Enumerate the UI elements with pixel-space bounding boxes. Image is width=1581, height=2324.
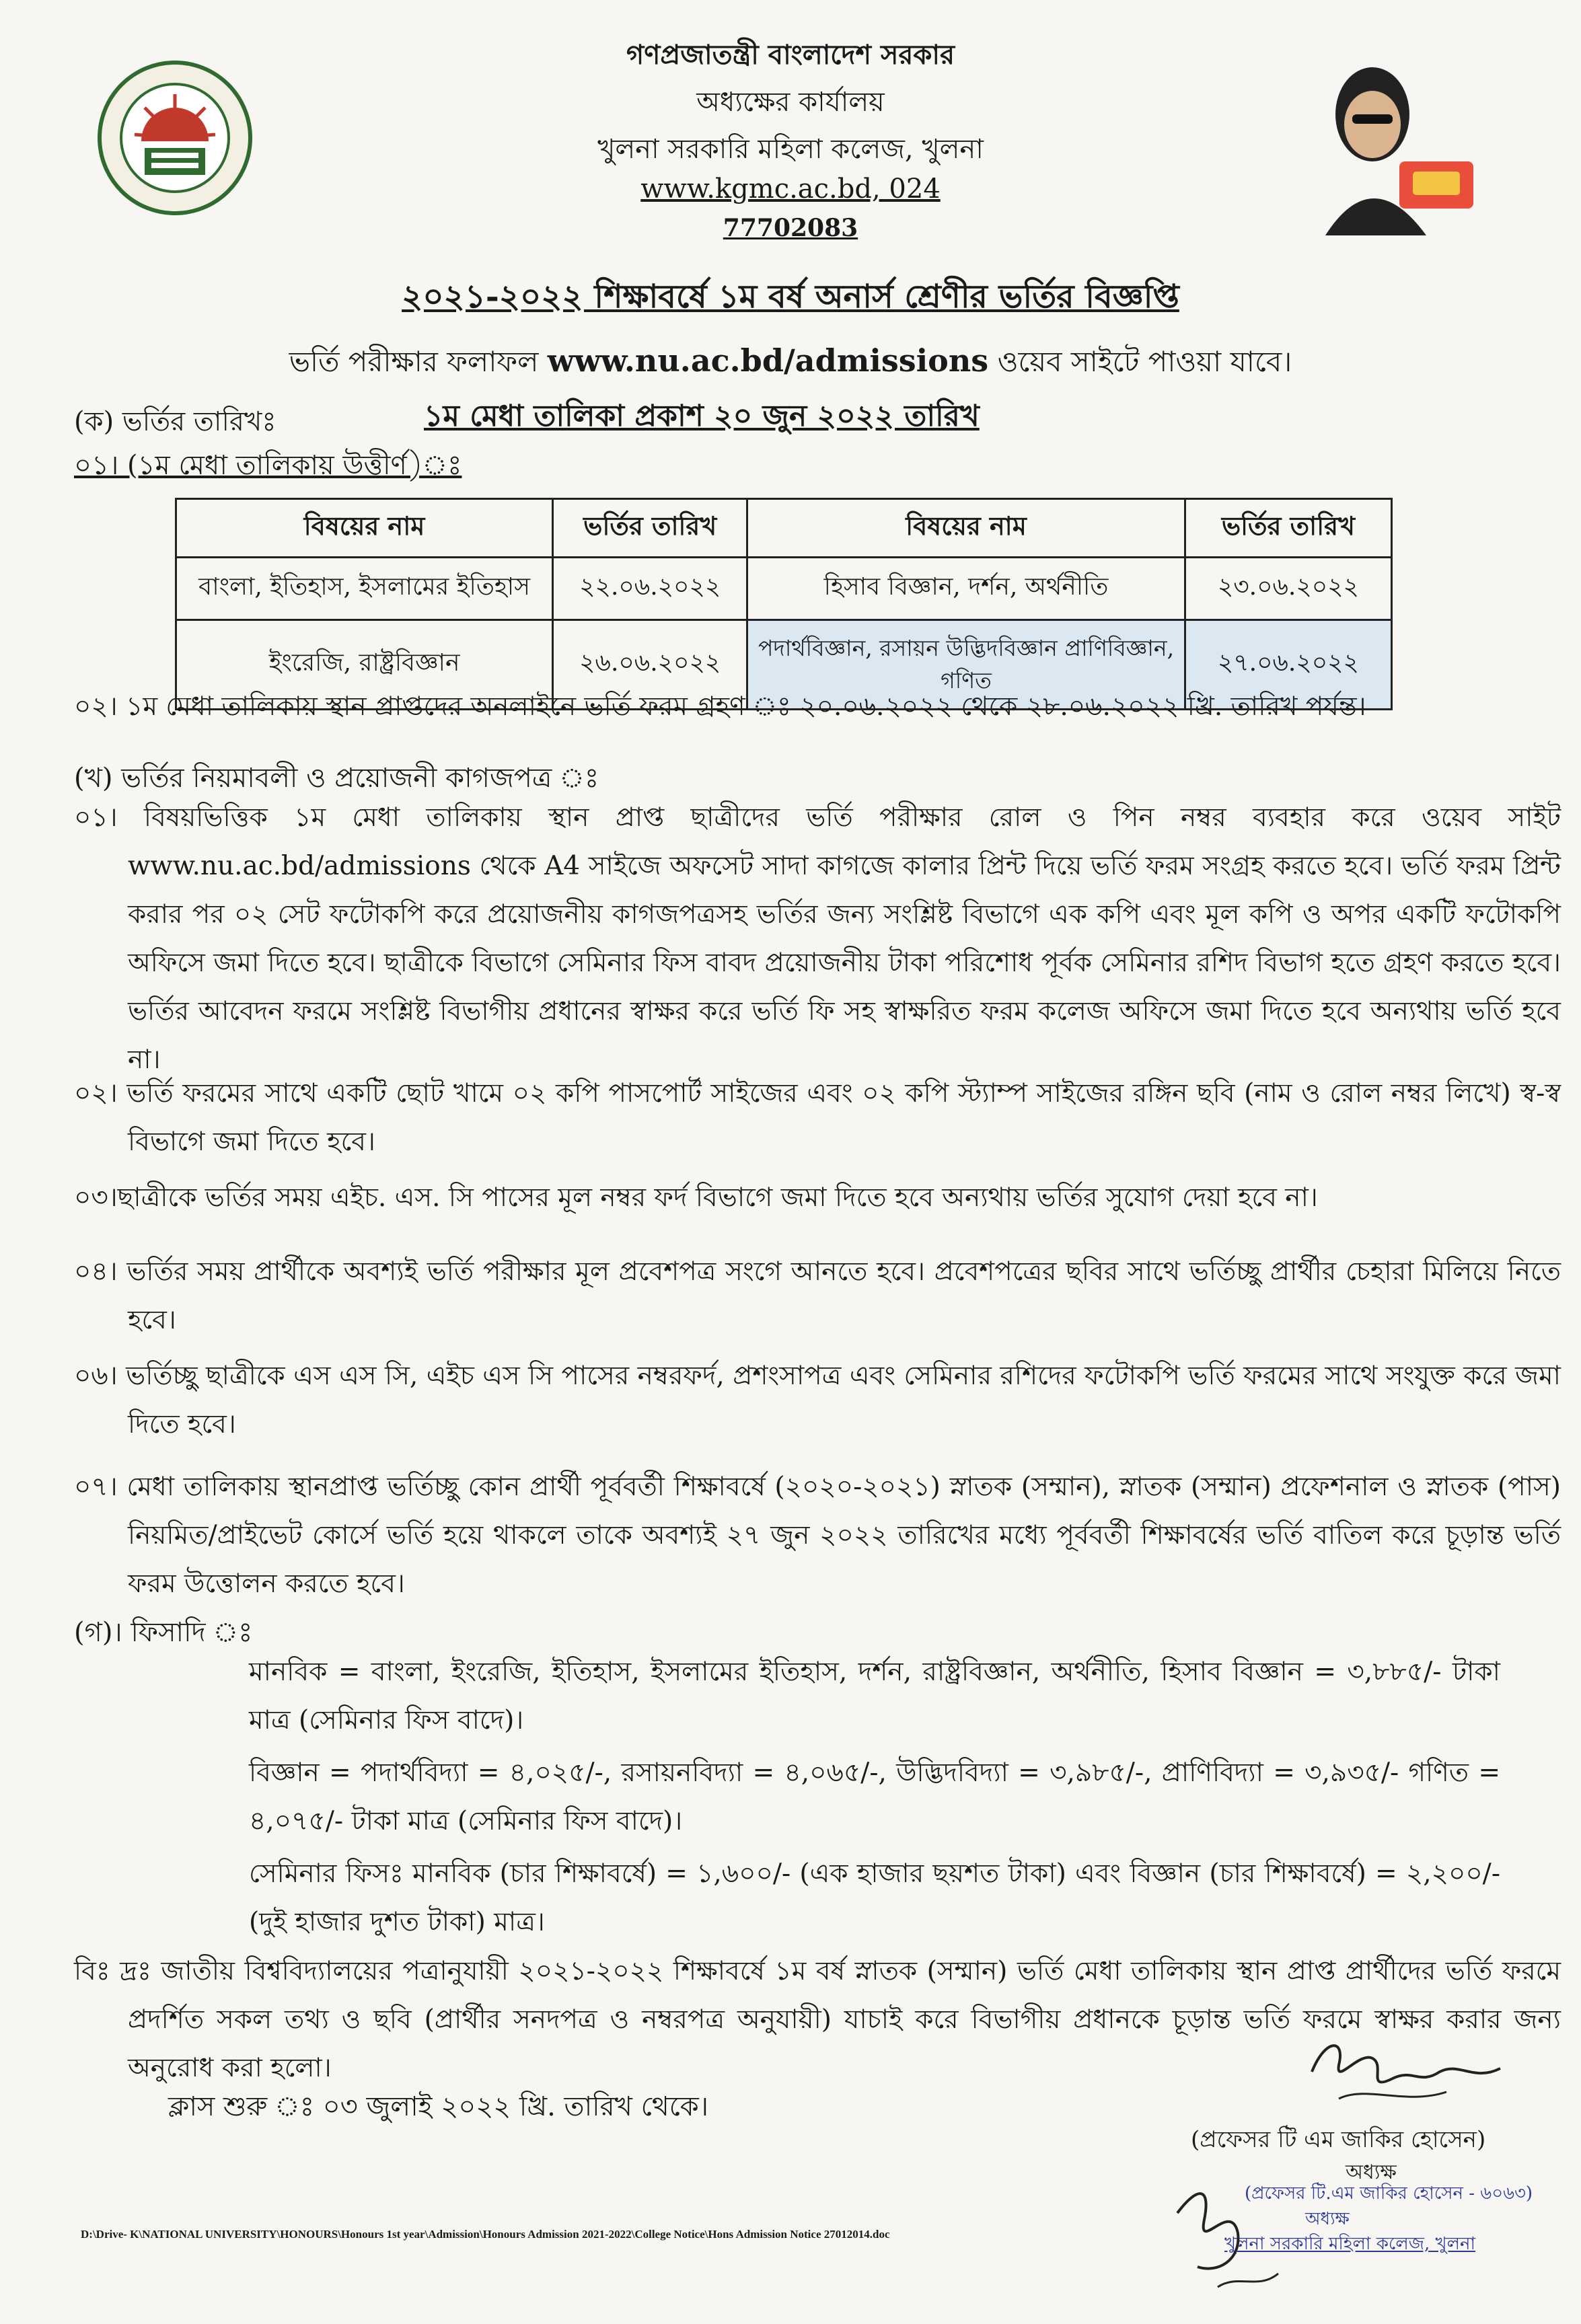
admission-schedule-table (175, 498, 1393, 710)
fee-science: বিজ্ঞান = পদার্থবিদ্যা = ৪,০২৫/-, রসায়নবিদ্যা = ৪,০৬৫/-, উদ্ভিদবিদ্যা = ৩,৯৮৫/-, প্রাণিবিদ্যা = ৩,৯৩৫/- গণিত = ৪,০৭৫/- টাকা মাত্র (সেমিনার ফিস বাদে)। (249, 1758, 1500, 1836)
notice-subtitle (0, 340, 1581, 387)
stamp-college: খুলনা সরকারি মহিলা কলেজ, খুলনা (1224, 2234, 1476, 2254)
college-name: খুলনা সরকারি মহিলা কলেজ, খুলনা (597, 134, 984, 165)
rule-06: ০৬। ভর্তিচ্ছু ছাত্রীকে এস এস সি, এইচ এস সি পাসের নম্বরফর্দ, প্রশংসাপত্র এবং সেমিনার রশিদের ফটোকপি ভর্তি ফরমের সাথে সংযুক্ত করে জমা দিতে হবে। (74, 1361, 1561, 1439)
fee-humanities: মানবিক = বাংলা, ইংরেজি, ইতিহাস, ইসলামের ইতিহাস, দর্শন, রাষ্ট্রবিজ্ঞান, অর্থনীতি, হিসাব বিজ্ঞান = ৩,৮৮৫/- টাকা মাত্র (সেমিনার ফিস বাদে)। (249, 1657, 1500, 1735)
file-path-footer: D:\Drive- K\NATIONAL UNIVERSITY\HONOURS\Honours 1st year\Admission\Honours Admission 2021-2022\College Notice\Hons Admission Notice 27012014.doc (81, 2228, 890, 2241)
rule-01: ০১। বিষয়ভিত্তিক ১ম মেধা তালিকায় স্থান প্রাপ্ত ছাত্রীদের ভর্তি পরীক্ষার রোল ও পিন নম্বর ব্যবহার করে ওয়েব সাইট www.nu.ac.bd/admissions থেকে A4 সাইজে অফসেট সাদা কাগজে কালার প্রিন্ট দিয়ে ভর্তি ফরম সংগ্রহ করতে হবে। ভর্তি ফরম প্রিন্ট করার পর ০২ সেট ফটোকপি করে প্রয়োজনীয় কাগজপত্রসহ ভর্তির জন্য সংশ্লিষ্ট বিভাগে এক কপি এবং মূল কপি ও অপর একটি ফটোকপি অফিসে জমা দিতে হবে। ছাত্রীকে বিভাগে সেমিনার ফিস বাবদ প্রয়োজনীয় টাকা পরিশোধ পূর্বক সেমিনার রশিদ বিভাগ হতে গ্রহণ করতে হবে। ভর্তির আবেদন ফরমে সংশ্লিষ্ট বিভাগীয় প্রধানের স্বাক্ষর করে ভর্তি ফি সহ স্বাক্ষরিত ফরম কলেজ অফিসে জমা দিতে হবে অন্যথায় ভর্তি হবে না। (74, 802, 1561, 1075)
section-ka-label: (ক) ভর্তির তারিখঃ (74, 406, 277, 437)
table-header: বিষয়ের নাম (176, 499, 553, 558)
rule-04: ০৪। ভর্তির সময় প্রার্থীকে অবশ্যই ভর্তি পরীক্ষার মূল প্রবেশপত্র সংগে আনতে হবে। প্রবেশপত্রের ছবির সাথে ভর্তিচ্ছু প্রার্থীর চেহারা মিলিয়ে নিতে হবে। (74, 1257, 1561, 1335)
table-cell: ২৩.০৬.২০২২ (1185, 558, 1391, 620)
rule-07: ০৭। মেধা তালিকায় স্থানপ্রাপ্ত ভর্তিচ্ছু কোন প্রার্থী পূর্ববর্তী শিক্ষাবর্ষে (২০২০-২০২১) স্নাতক (সম্মান), স্নাতক (সম্মান) প্রফেশনাল ও স্নাতক (পাস) নিয়মিত/প্রাইভেট কোর্সে ভর্তি হয়ে থাকলে তাকে অবশ্যই ২৭ জুন ২০২২ তারিখের মধ্যে পূর্ববর্তী শিক্ষাবর্ষের ভর্তি বাতিল করে চূড়ান্ত ভর্তি ফরম উত্তোলন করতে হবে। (74, 1472, 1561, 1599)
table-cell: পদার্থবিজ্ঞান, রসায়ন উদ্ভিদবিজ্ঞান প্রাণিবিজ্ঞান, গণিত (747, 620, 1185, 710)
subtitle-post: ওয়েব সাইটে পাওয়া যাবে। (997, 345, 1292, 378)
government-name: গণপ্রজাতন্ত্রী বাংলাদেশ সরকার (626, 39, 955, 71)
table-cell: ইংরেজি, রাষ্ট্রবিজ্ঞান (176, 620, 553, 710)
stamp-signature (1157, 2173, 1292, 2307)
principal-signature (1298, 2031, 1514, 2119)
website-phone[interactable]: www.kgmc.ac.bd, 024 (640, 174, 941, 204)
table-cell: ২৬.০৬.২০২২ (553, 620, 747, 710)
table-cell: হিসাব বিজ্ঞান, দর্শন, অর্থনীতি (747, 558, 1185, 620)
signatory-title: অধ্যক্ষ (1346, 2161, 1397, 2184)
office-name: অধ্যক্ষের কার্যালয় (696, 87, 885, 118)
item-02-online-form: ০২। ১ম মেধা তালিকায় স্থান প্রাপ্তদের অনলাইনে ভর্তি ফরম গ্রহণ ঃ ২০.০৬.২০২২ থেকে ২৮.০৬.২০২২ খ্রি. তারিখ পর্যন্ত। (74, 691, 1366, 722)
notice-title: ২০২১-২০২২ শিক্ষাবর্ষে ১ম বর্ষ অনার্স শ্রেণীর ভর্তির বিজ্ঞপ্তি (402, 278, 1179, 315)
subtitle-pre: ভর্তি পরীক্ষার ফলাফল (289, 345, 539, 378)
stamp-title: অধ্যক্ষ (1305, 2209, 1350, 2229)
table-row (176, 558, 1392, 620)
table-cell: বাংলা, ইতিহাস, ইসলামের ইতিহাস (176, 558, 553, 620)
admissions-url[interactable]: www.nu.ac.bd/admissions (547, 342, 989, 379)
table-cell: ২৭.০৬.২০২২ (1185, 620, 1391, 710)
item-01-heading (74, 444, 462, 489)
table-header: ভর্তির তারিখ (553, 499, 747, 558)
signatory-name: (প্রফেসর টি এম জাকির হোসেন) (1191, 2126, 1486, 2153)
section-ga-label: (গ)। ফিসাদি ঃ (74, 1617, 253, 1648)
special-note: বিঃ দ্রঃ জাতীয় বিশ্ববিদ্যালয়ের পত্রানুযায়ী ২০২১-২০২২ শিক্ষাবর্ষে ১ম বর্ষ স্নাতক (সম্মান) ভর্তি মেধা তালিকায় স্থান প্রাপ্ত প্রার্থীদের ভর্তি ফরমে প্রদর্শিত সকল তথ্য ও ছবি (প্রার্থীর সনদপত্র ও নম্বরপত্র অনুযায়ী) যাচাই করে বিভাগীয় প্রধানকে চূড়ান্ত ভর্তি ফরমে স্বাক্ষর করার জন্য অনুরোধ করা হলো। (74, 1956, 1561, 2083)
class-start-date: ক্লাস শুরু ঃ ০৩ জুলাই ২০২২ খ্রি. তারিখ থেকে। (168, 2091, 709, 2122)
table-cell: ২২.০৬.২০২২ (553, 558, 747, 620)
stamp-name: (প্রফেসর টি.এম জাকির হোসেন - ৬০৬৩) (1245, 2183, 1533, 2204)
phone-number: 77702083 (723, 214, 858, 242)
rule-02: ০২। ভর্তি ফরমের সাথে একটি ছোট খামে ০২ কপি পাসপোর্ট সাইজের এবং ০২ কপি স্ট্যাম্প সাইজের রঙ্গিন ছবি (নাম ও রোল নম্বর লিখে) স্ব-স্ব বিভাগে জমা দিতে হবে। (74, 1078, 1561, 1157)
table-header: ভর্তির তারিখ (1185, 499, 1391, 558)
merit-list-date: ১ম মেধা তালিকা প্রকাশ ২০ জুন ২০২২ তারিখ (424, 399, 980, 433)
item-01-text: ০১। (১ম মেধা তালিকায় উত্তীর্ণ)ঃ (74, 450, 462, 481)
section-kha-label: (খ) ভর্তির নিয়মাবলী ও প্রয়োজনী কাগজপত্র ঃ (74, 763, 599, 794)
table-header-row (176, 499, 1392, 558)
fee-seminar: সেমিনার ফিসঃ মানবিক (চার শিক্ষাবর্ষে) = ১,৬০০/- (এক হাজার ছয়শত টাকা) এবং বিজ্ঞান (চার শিক্ষাবর্ষে) = ২,২০০/- (দুই হাজার দুশত টাকা) মাত্র। (249, 1859, 1500, 1937)
table-header: বিষয়ের নাম (747, 499, 1185, 558)
rule-03: ০৩।ছাত্রীকে ভর্তির সময় এইচ. এস. সি পাসের মূল নম্বর ফর্দ বিভাগে জমা দিতে হবে অন্যথায় ভর্তির সুযোগ দেয়া হবে না। (74, 1183, 1318, 1213)
